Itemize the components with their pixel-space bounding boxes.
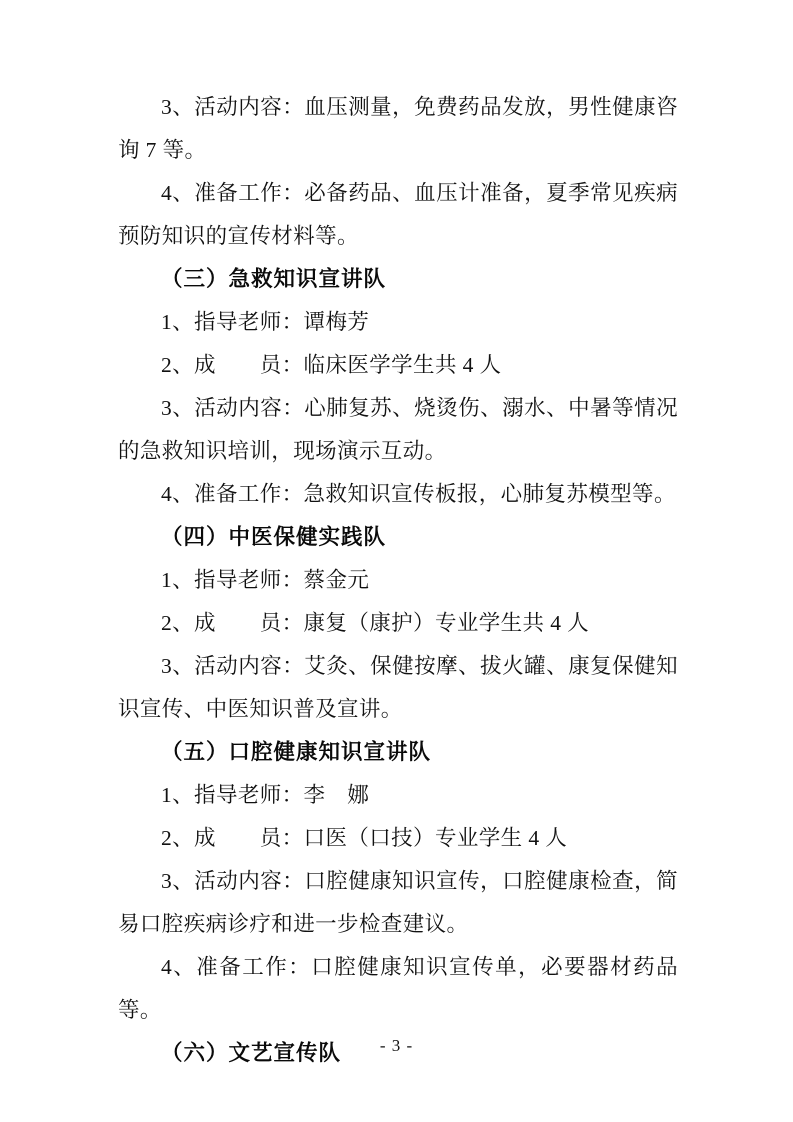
document-body	[118, 86, 678, 1075]
paragraph: 4、准备工作：口腔健康知识宣传单，必要器材药品等。	[118, 955, 678, 1022]
section-heading: （三）急救知识宣讲队	[161, 267, 387, 291]
paragraph: 4、准备工作：必备药品、血压计准备，夏季常见疾病预防知识的宣传材料等。	[118, 181, 678, 248]
section-heading: （六）文艺宣传队	[161, 1041, 342, 1065]
paragraph: 3、活动内容：血压测量，免费药品发放，男性健康咨询 7 等。	[118, 95, 678, 162]
paragraph: 4、准备工作：急救知识宣传板报，心肺复苏模型等。	[161, 482, 676, 506]
paragraph: 1、指导老师：蔡金元	[161, 568, 370, 592]
paragraph: 3、活动内容：心肺复苏、烧烫伤、溺水、中暑等情况的急救知识培训，现场演示互动。	[118, 396, 678, 463]
paragraph: 2、成 员：临床医学学生共 4 人	[161, 353, 502, 377]
section-heading: （四）中医保健实践队	[161, 525, 387, 549]
paragraph: 3、活动内容：艾灸、保健按摩、拔火罐、康复保健知识宣传、中医知识普及宣讲。	[118, 654, 678, 721]
paragraph: 2、成 员：康复（康护）专业学生共 4 人	[161, 611, 590, 635]
paragraph: 1、指导老师：李 娜	[161, 783, 370, 807]
paragraph: 2、成 员：口医（口技）专业学生 4 人	[161, 826, 568, 850]
section-heading: （五）口腔健康知识宣讲队	[161, 740, 432, 764]
paragraph: 1、指导老师：谭梅芳	[161, 310, 370, 334]
page-number: - 3 -	[379, 1036, 414, 1055]
paragraph: 3、活动内容：口腔健康知识宣传，口腔健康检查，简易口腔疾病诊疗和进一步检查建议。	[118, 869, 678, 936]
